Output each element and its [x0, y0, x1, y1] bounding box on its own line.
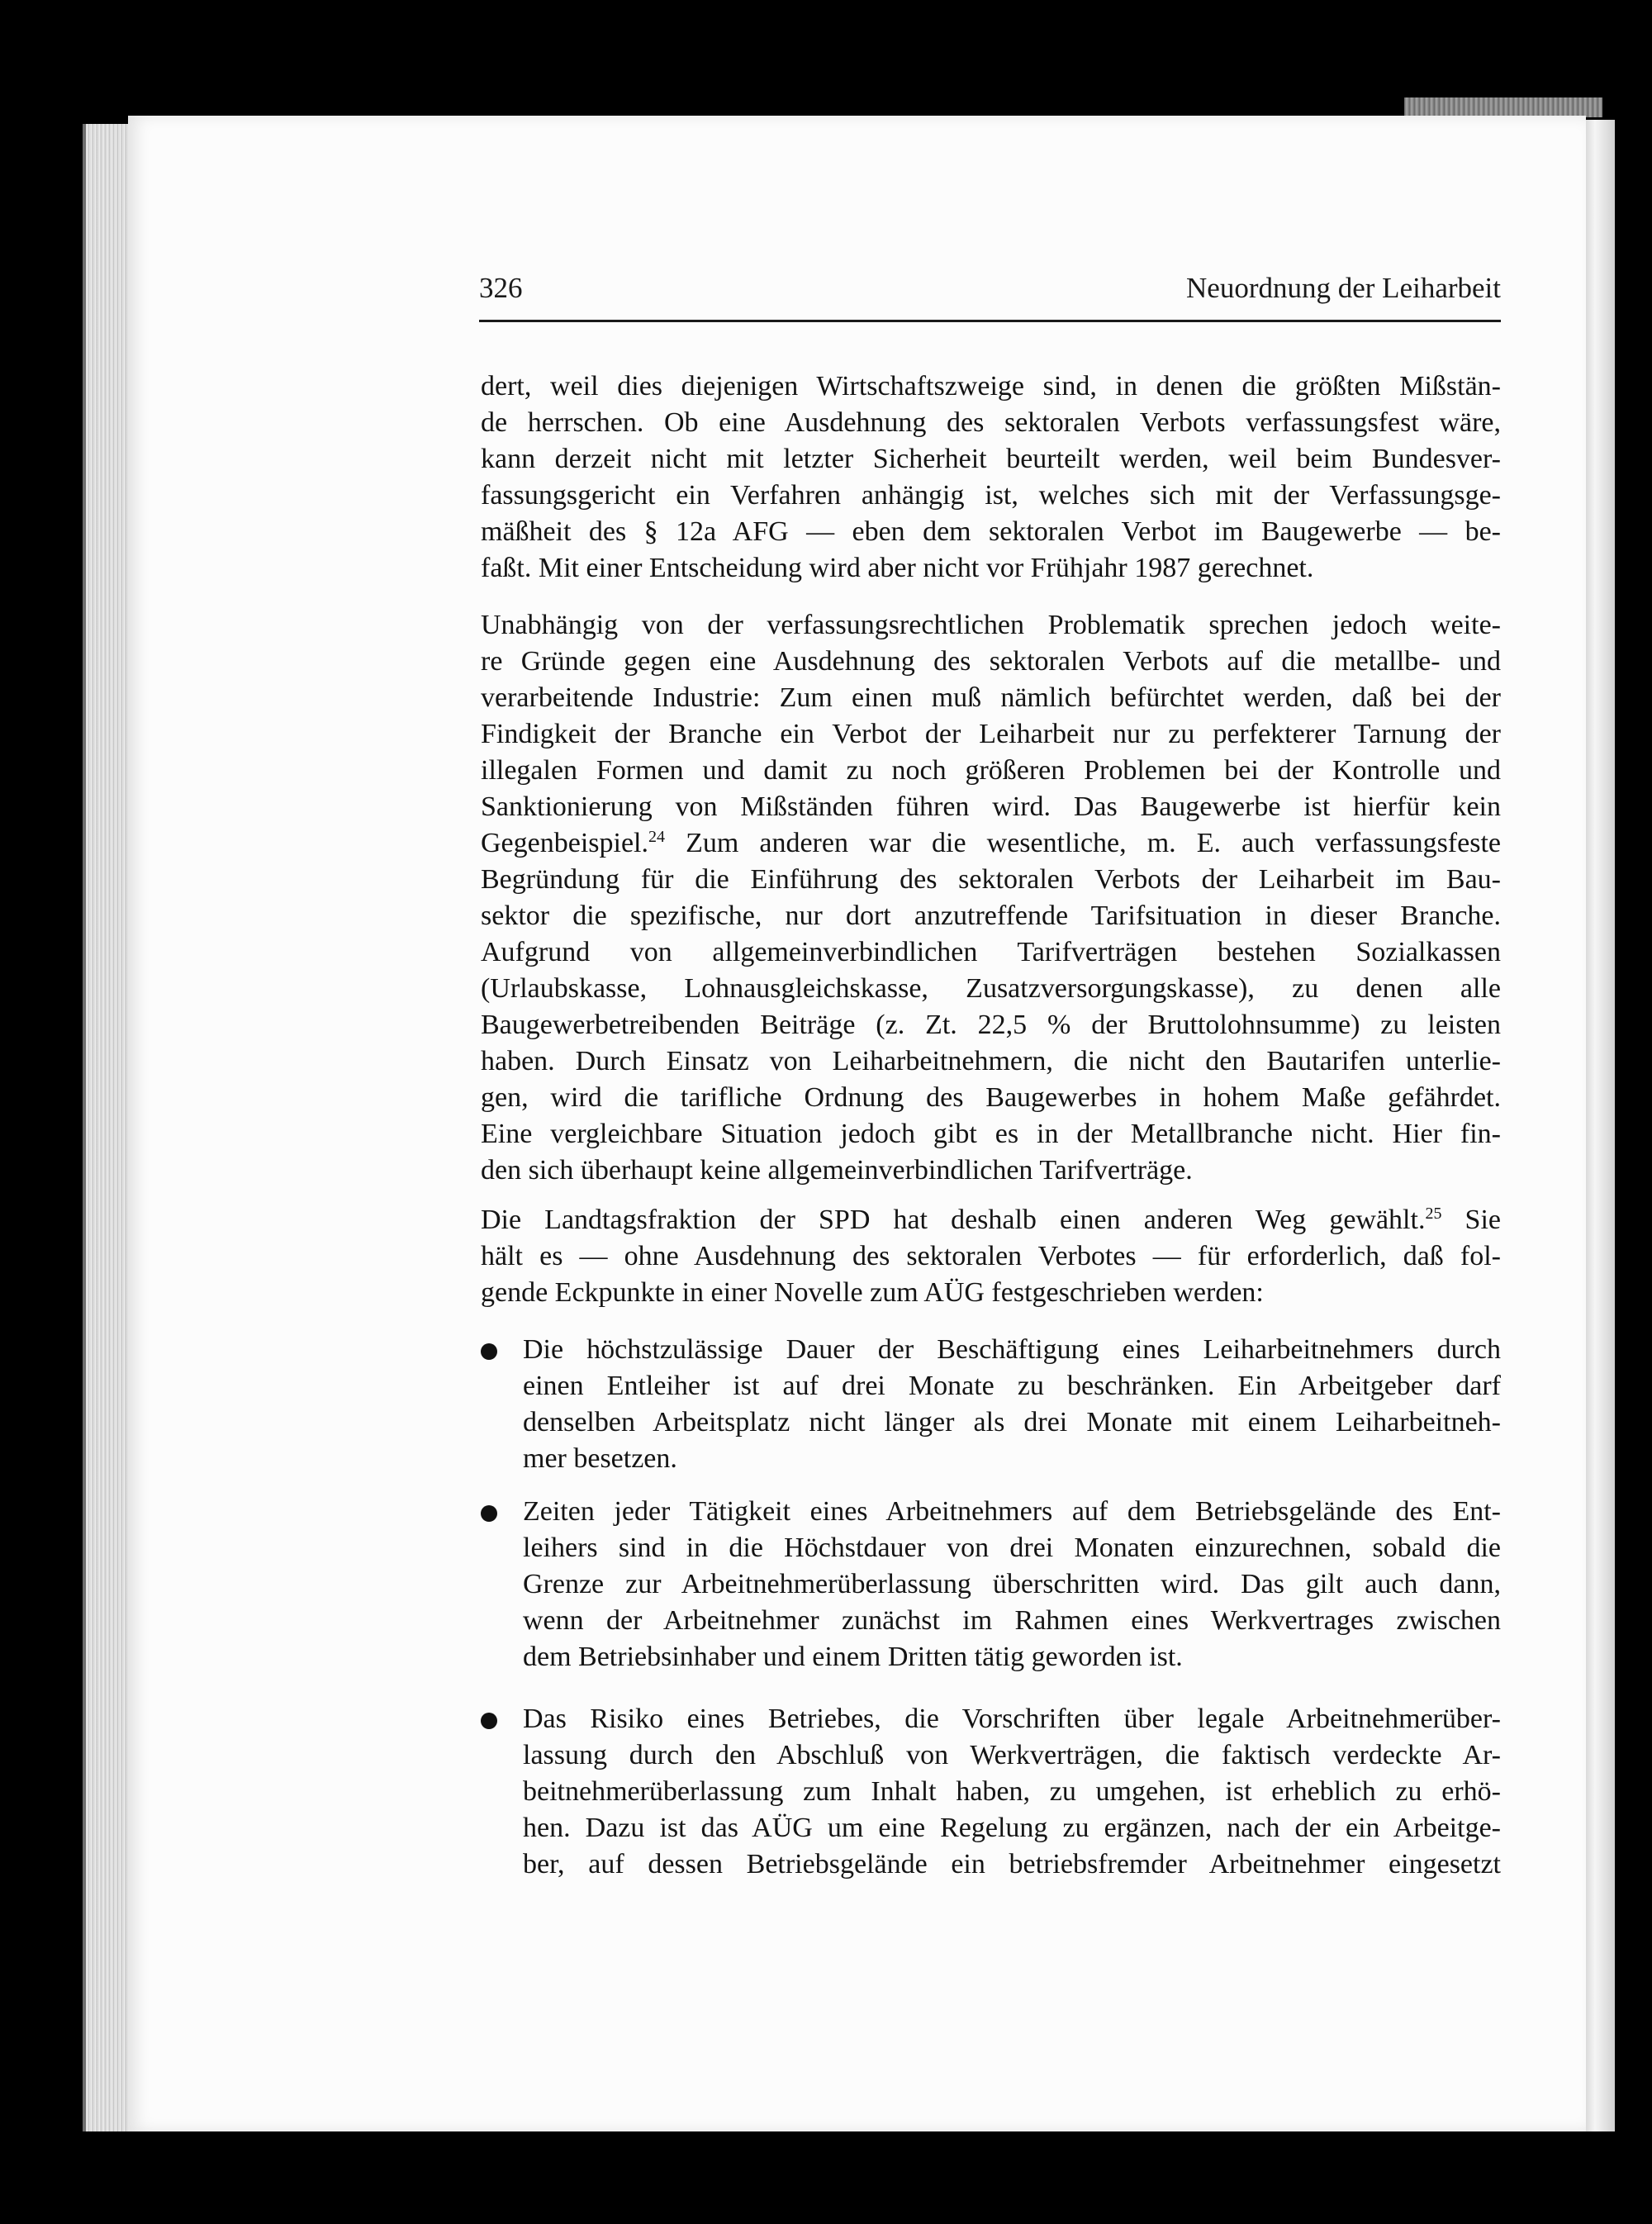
text-line: denselben Arbeitsplatz nicht länger als drei Monate mit einem Leiharbeitneh-	[523, 1407, 1501, 1438]
text-line: Baugewerbetreibenden Beiträge (z. Zt. 22,5 % der Bruttolohnsumme) zu leisten	[481, 1010, 1501, 1040]
book-spine	[1582, 120, 1615, 2131]
bullet-text	[523, 1332, 1501, 1477]
text-line: beitnehmerüberlassung zum Inhalt haben, zu umgehen, ist erheblich zu erhö-	[523, 1776, 1501, 1807]
line-text: Zum anderen war die wesentliche, m. E. auch verfassungsfeste	[665, 828, 1501, 858]
bullet-dot-icon	[481, 1713, 497, 1729]
text-line: Das Risiko eines Betriebes, die Vorschriften über legale Arbeitnehmerüber-	[523, 1704, 1501, 1734]
text-line: mäßheit des § 12a AFG — eben dem sektoralen Verbot im Baugewerbe — be-	[481, 516, 1501, 547]
text-line: den sich überhaupt keine allgemeinverbindlichen Tarifverträge.	[481, 1155, 1193, 1186]
book-top-edge	[1404, 97, 1602, 117]
text-line: Begründung für die Einführung des sektoralen Verbots der Leiharbeit im Bau-	[481, 864, 1501, 895]
bullet-dot-icon	[481, 1343, 497, 1360]
text-line: Zeiten jeder Tätigkeit eines Arbeitnehmers auf dem Betriebsgelände des Ent-	[523, 1496, 1501, 1527]
paragraph-2	[481, 607, 1501, 1189]
text-line: hen. Dazu ist das AÜG um eine Regelung zu ergänzen, nach der ein Arbeitge-	[523, 1813, 1501, 1843]
text-line: Unabhängig von der verfassungsrechtlichen Problematik sprechen jedoch weite-	[481, 610, 1501, 640]
line-text: Die Landtagsfraktion der SPD hat deshalb einen anderen Weg gewählt.	[481, 1205, 1426, 1235]
text-line: kann derzeit nicht mit letzter Sicherheit beurteilt werden, weil beim Bundesver-	[481, 444, 1501, 474]
text-line: faßt. Mit einer Entscheidung wird aber nicht vor Frühjahr 1987 gerechnet.	[481, 553, 1314, 583]
text-line: Eine vergleichbare Situation jedoch gibt es in der Metallbranche nicht. Hier fin-	[481, 1119, 1501, 1149]
page-number: 326	[479, 272, 523, 304]
text-line: Sanktionierung von Mißständen führen wird. Das Baugewerbe ist hierfür kein	[481, 791, 1501, 822]
text-line: Findigkeit der Branche ein Verbot der Leiharbeit nur zu perfekterer Tarnung der	[481, 719, 1501, 749]
text-line: gen, wird die tarifliche Ordnung des Baugewerbes in hohem Maße gefährdet.	[481, 1082, 1501, 1113]
bullet-dot-icon	[481, 1505, 497, 1522]
text-line: dert, weil dies diejenigen Wirtschaftszweige sind, in denen die größten Mißstän-	[481, 371, 1501, 402]
text-line: hält es — ohne Ausdehnung des sektoralen Verbotes — für erforderlich, daß fol-	[481, 1241, 1501, 1271]
paragraph-1	[481, 368, 1501, 587]
text-line: gende Eckpunkte in einer Novelle zum AÜG festgeschrieben werden:	[481, 1277, 1264, 1308]
footnote-ref-24: 24	[648, 828, 665, 846]
text-line: einen Entleiher ist auf drei Monate zu beschränken. Ein Arbeitgeber darf	[523, 1371, 1501, 1401]
text-line: fassungsgericht ein Verfahren anhängig ist, welches sich mit der Verfassungsge-	[481, 480, 1501, 511]
text-line: Aufgrund von allgemeinverbindlichen Tarifverträgen bestehen Sozialkassen	[481, 937, 1501, 967]
text-line: dem Betriebsinhaber und einem Dritten tätig geworden ist.	[523, 1642, 1183, 1672]
text-line: verarbeitende Industrie: Zum einen muß nämlich befürchtet werden, daß bei der	[481, 682, 1501, 713]
text-line: leihers sind in die Höchstdauer von drei Monaten einzurechnen, sobald die	[523, 1533, 1501, 1563]
text-line: re Gründe gegen eine Ausdehnung des sektoralen Verbots auf die metallbe- und	[481, 646, 1501, 677]
paragraph-3	[481, 1202, 1501, 1311]
text-line: mer besetzen.	[523, 1443, 677, 1474]
running-title: Neuordnung der Leiharbeit	[1186, 272, 1501, 304]
text-line: Grenze zur Arbeitnehmerüberlassung überschritten wird. Das gilt auch dann,	[523, 1569, 1501, 1599]
footnote-ref-25: 25	[1425, 1205, 1442, 1223]
text-line: wenn der Arbeitnehmer zunächst im Rahmen eines Werkvertrages zwischen	[523, 1605, 1501, 1636]
text-line: ber, auf dessen Betriebsgelände ein betriebsfremder Arbeitnehmer eingesetzt	[523, 1849, 1501, 1879]
text-line: haben. Durch Einsatz von Leiharbeitnehmern, die nicht den Bautarifen unterlie-	[481, 1046, 1501, 1076]
line-text: Gegenbeispiel.	[481, 828, 648, 858]
text-line: sektor die spezifische, nur dort anzutreffende Tarifsituation in dieser Branche.	[481, 901, 1501, 931]
text-line: de herrschen. Ob eine Ausdehnung des sektoralen Verbots verfassungsfest wäre,	[481, 407, 1501, 438]
text-line-with-footnote	[481, 825, 1501, 862]
text-line-with-footnote	[481, 1202, 1501, 1238]
line-text: Sie	[1441, 1205, 1501, 1235]
text-line: Die höchstzulässige Dauer der Beschäftigung eines Leiharbeitnehmers durch	[523, 1334, 1501, 1365]
bullet-text	[523, 1494, 1501, 1675]
text-line: illegalen Formen und damit zu noch größeren Problemen bei der Kontrolle und	[481, 755, 1501, 786]
bullet-text	[523, 1701, 1501, 1883]
text-line: (Urlaubskasse, Lohnausgleichskasse, Zusatzversorgungskasse), zu denen alle	[481, 973, 1501, 1004]
text-line: lassung durch den Abschluß von Werkverträgen, die faktisch verdeckte Ar-	[523, 1740, 1501, 1770]
running-head	[479, 268, 1501, 322]
